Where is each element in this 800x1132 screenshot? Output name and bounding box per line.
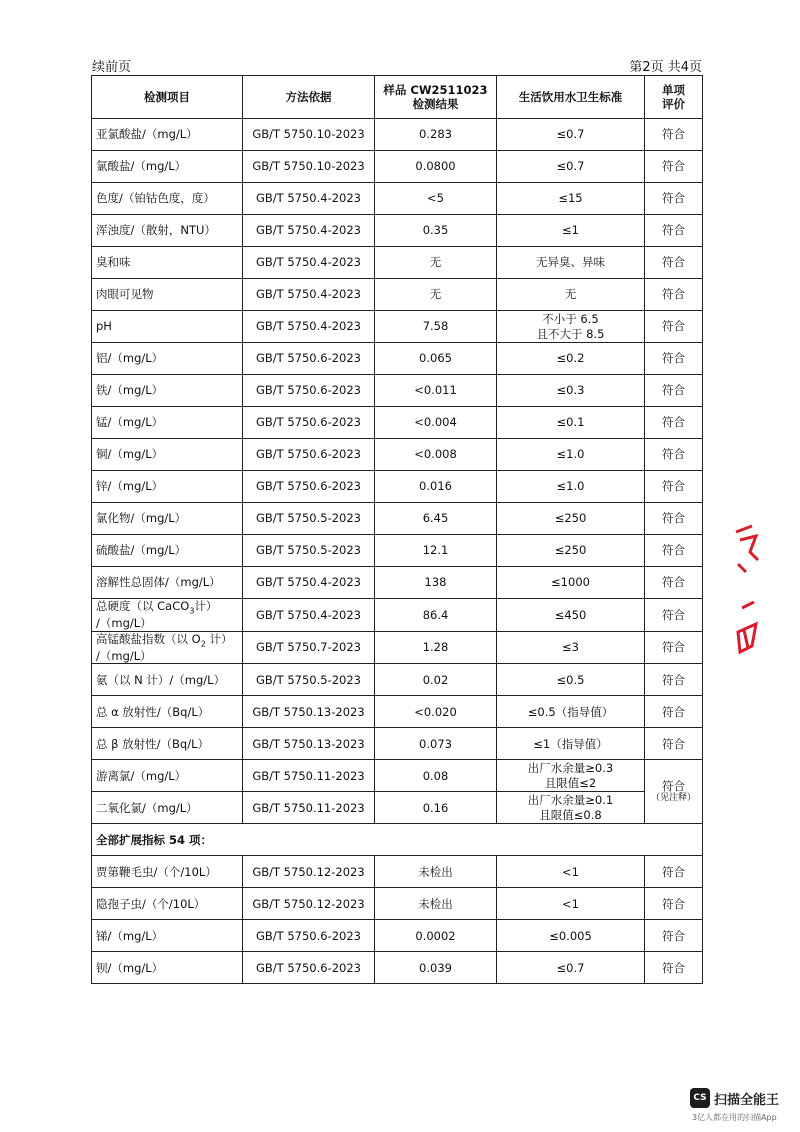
verdict-cell: 符合 xyxy=(645,343,703,375)
table-row xyxy=(92,728,703,760)
method-cell: GB/T 5750.6-2023 xyxy=(243,952,375,984)
result-cell: 0.0002 xyxy=(375,920,497,952)
verdict-cell: 符合 xyxy=(645,279,703,311)
verdict-cell: 符合 xyxy=(645,407,703,439)
verdict-cell: 符合 xyxy=(645,696,703,728)
page-header xyxy=(92,56,702,76)
item-cell: 总硬度（以 CaCO$_3$计） /（mg/L） xyxy=(92,599,243,632)
result-cell: 0.073 xyxy=(375,728,497,760)
verdict-cell-merged: 符合 （见注释） xyxy=(645,760,703,824)
limit-cell: ≤3 xyxy=(497,631,645,664)
results-table xyxy=(91,75,703,984)
result-cell: <0.011 xyxy=(375,375,497,407)
limit-cell: ≤0.7 xyxy=(497,151,645,183)
item-cell: 氨（以 N 计）/（mg/L） xyxy=(92,664,243,696)
table-row xyxy=(92,599,703,632)
result-cell: 0.065 xyxy=(375,343,497,375)
header-limit: 生活饮用水卫生标准 xyxy=(497,76,645,119)
limit-cell: ≤1 xyxy=(497,215,645,247)
limit-cell: 出厂水余量≥0.3 且限值≤2 xyxy=(497,760,645,792)
method-cell: GB/T 5750.4-2023 xyxy=(243,247,375,279)
table-row xyxy=(92,631,703,664)
verdict-note: （见注释） xyxy=(650,793,696,804)
verdict-cell: 符合 xyxy=(645,888,703,920)
result-cell: 0.283 xyxy=(375,119,497,151)
item-cell: 亚氯酸盐/（mg/L） xyxy=(92,119,243,151)
table-row xyxy=(92,696,703,728)
camscanner-logo-icon: CS xyxy=(690,1088,710,1108)
limit-cell: 不小于 6.5 且不大于 8.5 xyxy=(497,311,645,343)
scanner-app-name: 扫描全能王 xyxy=(714,1093,780,1108)
header-item: 检测项目 xyxy=(92,76,243,119)
table-row xyxy=(92,664,703,696)
verdict-cell: 符合 xyxy=(645,952,703,984)
method-cell: GB/T 5750.6-2023 xyxy=(243,375,375,407)
limit-cell: ≤0.7 xyxy=(497,952,645,984)
method-cell: GB/T 5750.6-2023 xyxy=(243,407,375,439)
item-cell: 钡/（mg/L） xyxy=(92,952,243,984)
limit-cell: ≤1000 xyxy=(497,567,645,599)
item-cell: 二氧化氯/（mg/L） xyxy=(92,792,243,824)
item-cell: 氯化物/（mg/L） xyxy=(92,503,243,535)
table-row xyxy=(92,920,703,952)
table-row xyxy=(92,856,703,888)
header-method: 方法依据 xyxy=(243,76,375,119)
table-row xyxy=(92,215,703,247)
item-cell: 贾第鞭毛虫/（个/10L） xyxy=(92,856,243,888)
result-cell: 0.039 xyxy=(375,952,497,984)
table-row xyxy=(92,952,703,984)
verdict-cell: 符合 xyxy=(645,247,703,279)
limit-cell: ≤0.7 xyxy=(497,119,645,151)
limit-cell: ≤450 xyxy=(497,599,645,632)
limit-cell: ≤15 xyxy=(497,183,645,215)
result-cell: 0.35 xyxy=(375,215,497,247)
result-cell: 7.58 xyxy=(375,311,497,343)
item-cell: 锰/（mg/L） xyxy=(92,407,243,439)
item-cell: 硫酸盐/（mg/L） xyxy=(92,535,243,567)
result-cell: 6.45 xyxy=(375,503,497,535)
result-cell: 未检出 xyxy=(375,888,497,920)
table-row xyxy=(92,471,703,503)
table-row xyxy=(92,567,703,599)
result-cell: 12.1 xyxy=(375,535,497,567)
method-cell: GB/T 5750.6-2023 xyxy=(243,471,375,503)
verdict-cell: 符合 xyxy=(645,471,703,503)
table-row xyxy=(92,407,703,439)
item-cell: 总 α 放射性/（Bq/L） xyxy=(92,696,243,728)
verdict-cell: 符合 xyxy=(645,664,703,696)
limit-cell: ≤1.0 xyxy=(497,471,645,503)
item-cell: 色度/（铂钴色度，度） xyxy=(92,183,243,215)
method-cell: GB/T 5750.4-2023 xyxy=(243,599,375,632)
table-row xyxy=(92,183,703,215)
method-cell: GB/T 5750.12-2023 xyxy=(243,856,375,888)
result-cell: 无 xyxy=(375,279,497,311)
method-cell: GB/T 5750.7-2023 xyxy=(243,631,375,664)
method-cell: GB/T 5750.6-2023 xyxy=(243,439,375,471)
verdict-cell: 符合 xyxy=(645,183,703,215)
limit-cell: <1 xyxy=(497,888,645,920)
limit-cell: 出厂水余量≥0.1 且限值≤0.8 xyxy=(497,792,645,824)
result-cell: 0.02 xyxy=(375,664,497,696)
method-cell: GB/T 5750.5-2023 xyxy=(243,535,375,567)
item-cell: 隐孢子虫/（个/10L） xyxy=(92,888,243,920)
result-cell: 0.016 xyxy=(375,471,497,503)
result-cell: <0.008 xyxy=(375,439,497,471)
section-label: 全部扩展指标 54 项： xyxy=(92,824,703,856)
limit-cell: ≤0.3 xyxy=(497,375,645,407)
item-cell: 溶解性总固体/（mg/L） xyxy=(92,567,243,599)
scanner-watermark xyxy=(690,1088,800,1128)
table-header-row xyxy=(92,76,703,119)
result-cell: <0.020 xyxy=(375,696,497,728)
result-cell: 未检出 xyxy=(375,856,497,888)
item-cell: 高锰酸盐指数（以 $O_2$ 计） /（mg/L） xyxy=(92,631,243,664)
limit-cell: ≤0.005 xyxy=(497,920,645,952)
result-cell: 0.0800 xyxy=(375,151,497,183)
table-row xyxy=(92,503,703,535)
verdict-cell: 符合 xyxy=(645,567,703,599)
limit-cell: ≤250 xyxy=(497,503,645,535)
method-cell: GB/T 5750.4-2023 xyxy=(243,311,375,343)
method-cell: GB/T 5750.10-2023 xyxy=(243,151,375,183)
item-cell: 浑浊度/（散射，NTU） xyxy=(92,215,243,247)
item-cell: 锑/（mg/L） xyxy=(92,920,243,952)
method-cell: GB/T 5750.10-2023 xyxy=(243,119,375,151)
table-row xyxy=(92,311,703,343)
limit-cell: <1 xyxy=(497,856,645,888)
verdict-cell: 符合 xyxy=(645,728,703,760)
method-cell: GB/T 5750.4-2023 xyxy=(243,215,375,247)
result-cell: <5 xyxy=(375,183,497,215)
item-cell: 铜/（mg/L） xyxy=(92,439,243,471)
item-cell: pH xyxy=(92,311,243,343)
item-cell: 臭和味 xyxy=(92,247,243,279)
item-cell: 铝/（mg/L） xyxy=(92,343,243,375)
item-cell: 锌/（mg/L） xyxy=(92,471,243,503)
limit-cell: ≤1.0 xyxy=(497,439,645,471)
method-cell: GB/T 5750.13-2023 xyxy=(243,696,375,728)
limit-cell: ≤0.5（指导值） xyxy=(497,696,645,728)
result-cell: 无 xyxy=(375,247,497,279)
table-row xyxy=(92,375,703,407)
method-cell: GB/T 5750.11-2023 xyxy=(243,760,375,792)
limit-cell: ≤250 xyxy=(497,535,645,567)
verdict-cell: 符合 xyxy=(645,151,703,183)
continued-label: 续前页 xyxy=(92,60,132,75)
verdict-cell: 符合 xyxy=(645,535,703,567)
item-cell: 总 β 放射性/（Bq/L） xyxy=(92,728,243,760)
limit-cell: 无异臭、异味 xyxy=(497,247,645,279)
verdict-cell: 符合 xyxy=(645,311,703,343)
header-result: 样品 CW2511023 检测结果 xyxy=(375,76,497,119)
table-row xyxy=(92,279,703,311)
result-cell: 138 xyxy=(375,567,497,599)
item-cell: 氯酸盐/（mg/L） xyxy=(92,151,243,183)
limit-cell: ≤0.1 xyxy=(497,407,645,439)
table-row xyxy=(92,888,703,920)
table-row xyxy=(92,760,703,792)
table-row xyxy=(92,792,703,824)
verdict-cell: 符合 xyxy=(645,599,703,632)
result-cell: 86.4 xyxy=(375,599,497,632)
method-cell: GB/T 5750.4-2023 xyxy=(243,183,375,215)
item-cell: 铁/（mg/L） xyxy=(92,375,243,407)
result-cell: 0.16 xyxy=(375,792,497,824)
method-cell: GB/T 5750.12-2023 xyxy=(243,888,375,920)
limit-cell: ≤0.2 xyxy=(497,343,645,375)
verdict-cell: 符合 xyxy=(645,375,703,407)
result-cell: 1.28 xyxy=(375,631,497,664)
table-row xyxy=(92,343,703,375)
method-cell: GB/T 5750.4-2023 xyxy=(243,279,375,311)
limit-cell: ≤1（指导值） xyxy=(497,728,645,760)
section-row xyxy=(92,824,703,856)
item-cell: 游离氯/（mg/L） xyxy=(92,760,243,792)
table-row xyxy=(92,247,703,279)
limit-cell: 无 xyxy=(497,279,645,311)
result-cell: 0.08 xyxy=(375,760,497,792)
limit-cell: ≤0.5 xyxy=(497,664,645,696)
method-cell: GB/T 5750.5-2023 xyxy=(243,503,375,535)
method-cell: GB/T 5750.6-2023 xyxy=(243,343,375,375)
scanner-tagline: 3亿人都在用的扫描App xyxy=(692,1113,777,1122)
method-cell: GB/T 5750.11-2023 xyxy=(243,792,375,824)
table-row xyxy=(92,535,703,567)
table-row xyxy=(92,151,703,183)
verdict-cell: 符合 xyxy=(645,503,703,535)
verdict-cell: 符合 xyxy=(645,856,703,888)
verdict-cell: 符合 xyxy=(645,119,703,151)
page-number: 第2页 共4页 xyxy=(629,60,702,75)
verdict-cell: 符合 xyxy=(645,920,703,952)
verdict-cell: 符合 xyxy=(645,631,703,664)
method-cell: GB/T 5750.4-2023 xyxy=(243,567,375,599)
item-cell: 肉眼可见物 xyxy=(92,279,243,311)
method-cell: GB/T 5750.13-2023 xyxy=(243,728,375,760)
seal-stamp-icon xyxy=(732,520,762,670)
method-cell: GB/T 5750.6-2023 xyxy=(243,920,375,952)
method-cell: GB/T 5750.5-2023 xyxy=(243,664,375,696)
table-row xyxy=(92,119,703,151)
result-cell: <0.004 xyxy=(375,407,497,439)
verdict-cell: 符合 xyxy=(645,215,703,247)
verdict-cell: 符合 xyxy=(645,439,703,471)
table-row xyxy=(92,439,703,471)
header-verdict: 单项 评价 xyxy=(645,76,703,119)
